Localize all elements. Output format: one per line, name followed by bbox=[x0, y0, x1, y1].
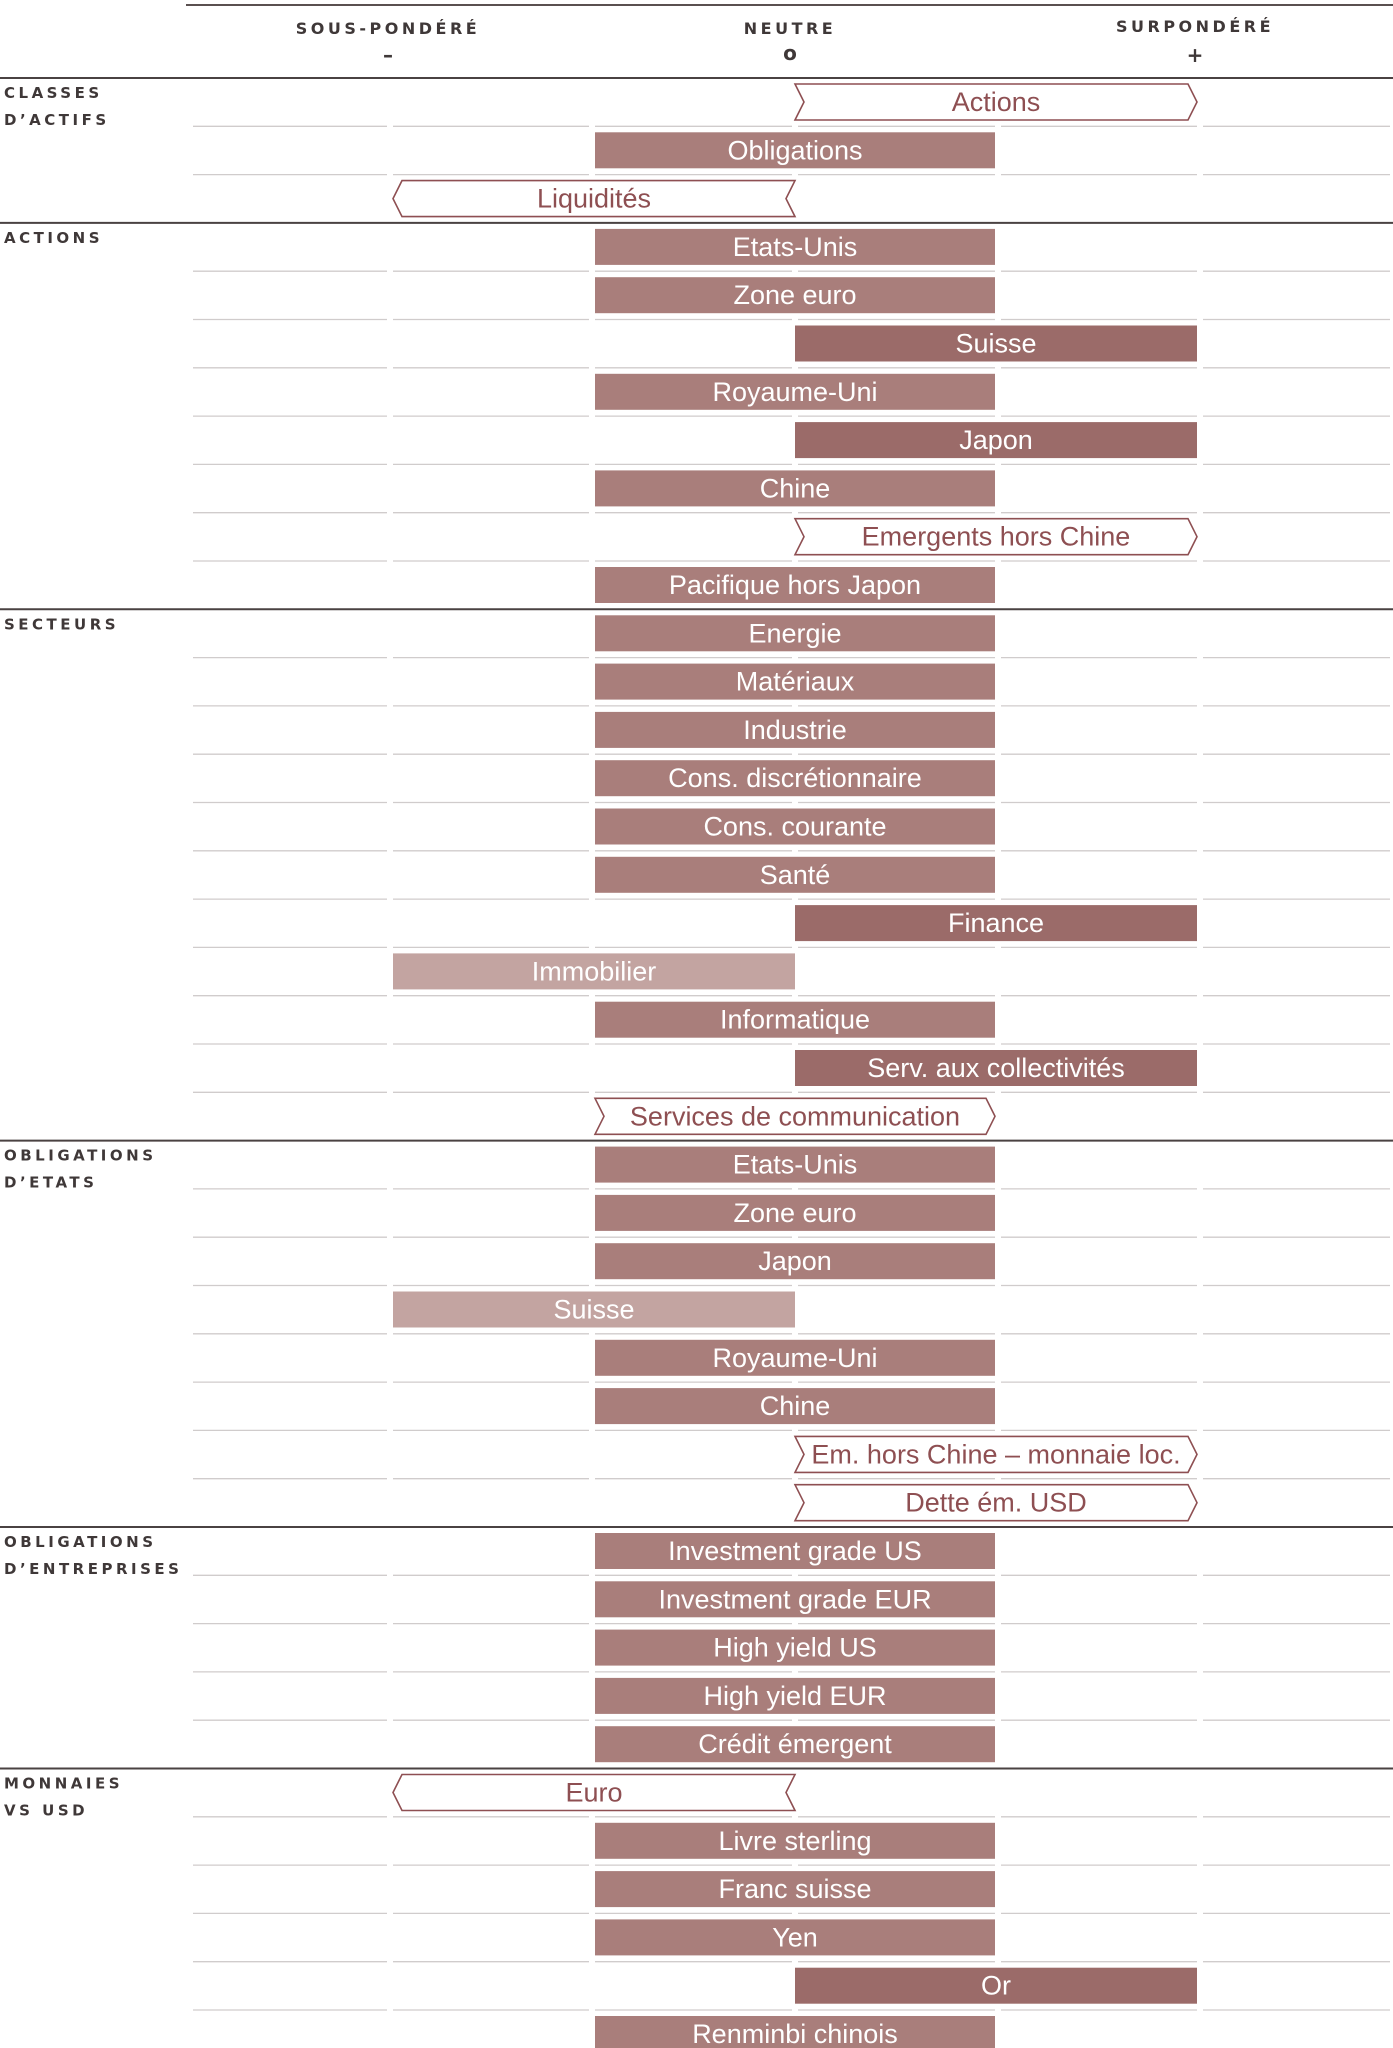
under-weight-symbol: – bbox=[383, 43, 393, 67]
bar-label: Industrie bbox=[743, 714, 847, 745]
category-label: MONNAIES bbox=[4, 1774, 124, 1793]
bar-label: Immobilier bbox=[531, 956, 657, 987]
bar-label: Etats-Unis bbox=[732, 1149, 858, 1180]
bar-label: Emergents hors Chine bbox=[861, 521, 1131, 552]
category-label: OBLIGATIONS bbox=[4, 1533, 157, 1551]
bar-label: Japon bbox=[959, 425, 1033, 456]
bar-label: Chine bbox=[759, 1391, 831, 1422]
bar-label: Cons. discrétionnaire bbox=[668, 763, 922, 794]
bar-label: High yield US bbox=[713, 1632, 877, 1663]
category-labels bbox=[4, 84, 182, 1820]
allocation-bars bbox=[393, 84, 1197, 2048]
bar-label: Informatique bbox=[719, 1004, 871, 1035]
neutral-label: NEUTRE bbox=[743, 19, 837, 38]
bar-label: Livre sterling bbox=[718, 1825, 872, 1856]
bar-label: Actions bbox=[951, 87, 1041, 117]
bar-label: Zone euro bbox=[733, 1197, 857, 1228]
bar-label: Obligations bbox=[727, 135, 863, 166]
bar-label: Dette ém. USD bbox=[905, 1487, 1087, 1518]
bar-label: Royaume-Uni bbox=[712, 376, 878, 407]
bar-label: Investment grade EUR bbox=[658, 1584, 932, 1615]
bar-label: Chine bbox=[759, 473, 831, 504]
bar-label: Or bbox=[981, 1970, 1011, 2001]
bar-label: Renminbi chinois bbox=[692, 2019, 898, 2048]
bar-label: Zone euro bbox=[733, 280, 857, 311]
bar-label: High yield EUR bbox=[703, 1680, 887, 1711]
bar-label: Santé bbox=[759, 859, 831, 890]
category-label: VS USD bbox=[4, 1801, 89, 1820]
bar-label: Franc suisse bbox=[718, 1874, 872, 1905]
category-label: ACTIONS bbox=[4, 228, 104, 247]
bar-label: Services de communication bbox=[629, 1101, 961, 1132]
bar-label: Crédit émergent bbox=[698, 1729, 892, 1760]
bar-label: Cons. courante bbox=[703, 811, 887, 842]
bar-label: Pacifique hors Japon bbox=[668, 570, 922, 600]
bar-label: Serv. aux collectivités bbox=[867, 1053, 1125, 1083]
bar-label: Em. hors Chine – monnaie loc. bbox=[811, 1439, 1181, 1470]
category-label: D’ACTIFS bbox=[4, 111, 110, 129]
bar-label: Matériaux bbox=[735, 666, 855, 697]
neutral-symbol: o bbox=[783, 41, 797, 65]
category-label: SECTEURS bbox=[4, 615, 120, 634]
category-label: D’ENTREPRISES bbox=[4, 1560, 183, 1578]
bar-label: Suisse bbox=[553, 1294, 635, 1325]
bar-label: Investment grade US bbox=[668, 1536, 922, 1566]
category-label: OBLIGATIONS bbox=[4, 1146, 157, 1165]
under-weight-label: SOUS-PONDÉRÉ bbox=[295, 19, 481, 38]
bar-label: Yen bbox=[772, 1922, 818, 1953]
bar-label: Finance bbox=[947, 908, 1045, 939]
bar-label: Liquidités bbox=[536, 183, 652, 214]
bar-label: Etats-Unis bbox=[732, 231, 858, 262]
bar-label: Energie bbox=[748, 618, 842, 649]
bar-label: Japon bbox=[758, 1246, 832, 1277]
category-label: CLASSES bbox=[4, 84, 103, 102]
bar-label: Euro bbox=[565, 1777, 623, 1808]
category-label: D’ETATS bbox=[4, 1173, 98, 1192]
scale-header bbox=[296, 17, 1274, 67]
bar-label: Suisse bbox=[955, 328, 1037, 359]
bar-label: Royaume-Uni bbox=[712, 1342, 878, 1373]
over-weight-symbol: + bbox=[1186, 43, 1204, 67]
over-weight-label: SURPONDÉRÉ bbox=[1115, 17, 1275, 36]
